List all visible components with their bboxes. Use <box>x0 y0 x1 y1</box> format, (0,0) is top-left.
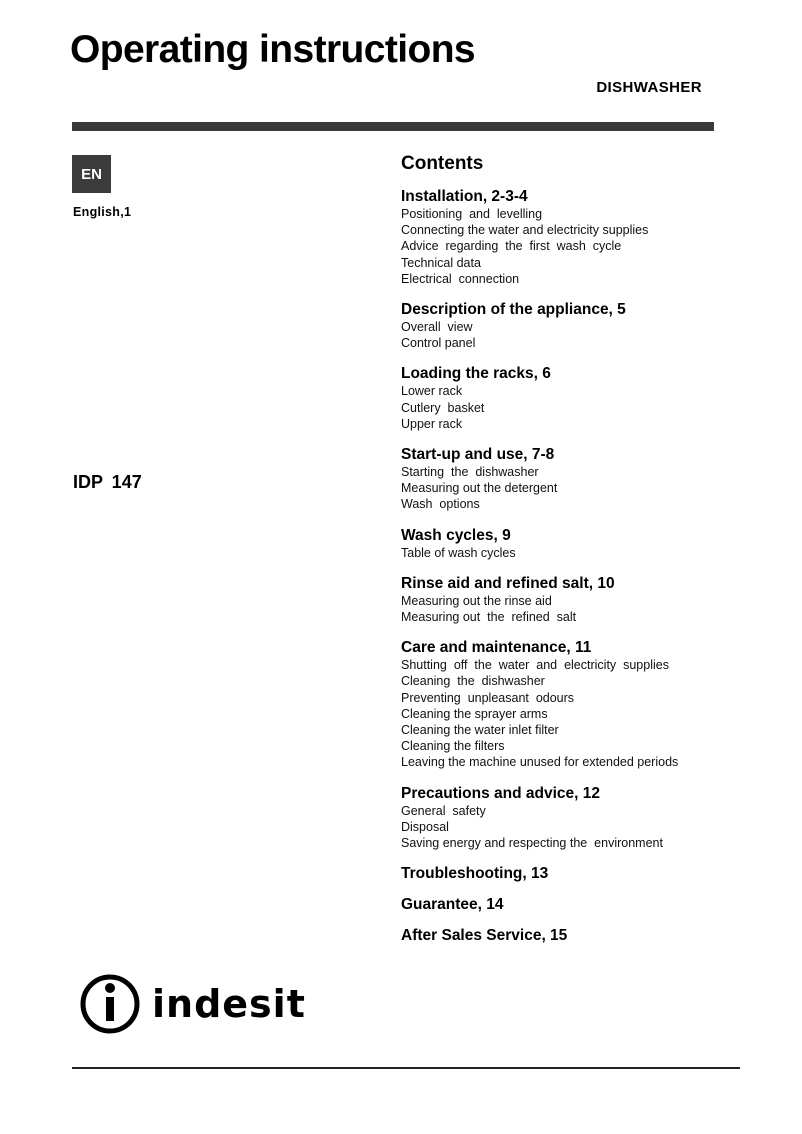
indesit-logo <box>78 972 306 1036</box>
section-item: Measuring out the rinse aid <box>401 593 552 608</box>
section-title: Rinse aid and refined salt, 10 <box>401 574 615 592</box>
section-item: Advice regarding the first wash cycle <box>401 239 622 254</box>
section-item: Shutting off the water and electricity supplies <box>401 658 669 673</box>
contents-section <box>401 784 741 852</box>
section-item: Connecting the water and electricity supplies <box>401 223 649 238</box>
contents-section <box>401 574 741 625</box>
section-item: Technical data <box>401 255 481 270</box>
section-item: Saving energy and respecting the environment <box>401 836 663 851</box>
section-item: Disposal <box>401 819 449 834</box>
contents-list <box>401 152 741 957</box>
top-divider <box>72 122 714 131</box>
contents-section <box>401 926 741 945</box>
contents-sections <box>401 187 741 945</box>
section-item: Cutlery basket <box>401 400 485 415</box>
contents-section <box>401 187 741 287</box>
section-title: Troubleshooting, 13 <box>401 865 549 883</box>
section-item: Wash options <box>401 497 480 512</box>
document-subtitle: DISHWASHER <box>596 79 702 96</box>
section-items <box>401 545 741 561</box>
page-title: Operating instructions <box>70 28 476 71</box>
section-title: Precautions and advice, 12 <box>401 784 601 802</box>
section-item: Positioning and levelling <box>401 207 543 221</box>
section-item: General safety <box>401 803 486 818</box>
section-item: Measuring out the refined salt <box>401 610 577 625</box>
section-title: Care and maintenance, 11 <box>401 639 592 657</box>
contents-section <box>401 638 741 770</box>
section-items <box>401 319 741 351</box>
section-items <box>401 593 741 625</box>
section-title: Loading the racks, 6 <box>401 365 551 383</box>
section-item: Measuring out the detergent <box>401 481 558 496</box>
section-item: Upper rack <box>401 416 463 431</box>
model-number: IDP 147 <box>73 472 142 492</box>
section-items <box>401 803 741 852</box>
section-item: Control panel <box>401 336 476 351</box>
contents-section <box>401 895 741 914</box>
section-item: Electrical connection <box>401 271 520 286</box>
contents-section <box>401 864 741 883</box>
section-item: Cleaning the filters <box>401 739 505 754</box>
section-item: Lower rack <box>401 384 463 399</box>
brand-wordmark: indesit <box>152 982 306 1026</box>
section-item: Cleaning the dishwasher <box>401 674 545 689</box>
contents-title: Contents <box>401 153 484 174</box>
contents-section <box>401 526 741 561</box>
section-item: Cleaning the water inlet filter <box>401 723 559 738</box>
section-item: Overall view <box>401 320 473 335</box>
section-title: Installation, 2-3-4 <box>401 188 528 205</box>
section-title: Start-up and use, 7-8 <box>401 446 555 464</box>
section-items <box>401 657 741 770</box>
language-badge: EN <box>72 155 111 193</box>
section-items <box>401 464 741 513</box>
language-index: English,1 <box>73 205 132 219</box>
indesit-i-icon <box>78 972 142 1036</box>
section-title: Guarantee, 14 <box>401 896 504 914</box>
section-items <box>401 383 741 432</box>
section-title: Description of the appliance, 5 <box>401 301 626 319</box>
contents-section <box>401 445 741 513</box>
section-title: Wash cycles, 9 <box>401 526 511 544</box>
bottom-divider <box>72 1067 740 1069</box>
contents-section <box>401 300 741 351</box>
section-item: Leaving the machine unused for extended periods <box>401 755 679 770</box>
contents-section <box>401 364 741 432</box>
section-item: Starting the dishwasher <box>401 465 539 480</box>
section-items <box>401 206 741 287</box>
section-item: Cleaning the sprayer arms <box>401 706 548 721</box>
section-item: Table of wash cycles <box>401 545 516 560</box>
section-item: Preventing unpleasant odours <box>401 690 575 705</box>
section-title: After Sales Service, 15 <box>401 927 568 945</box>
